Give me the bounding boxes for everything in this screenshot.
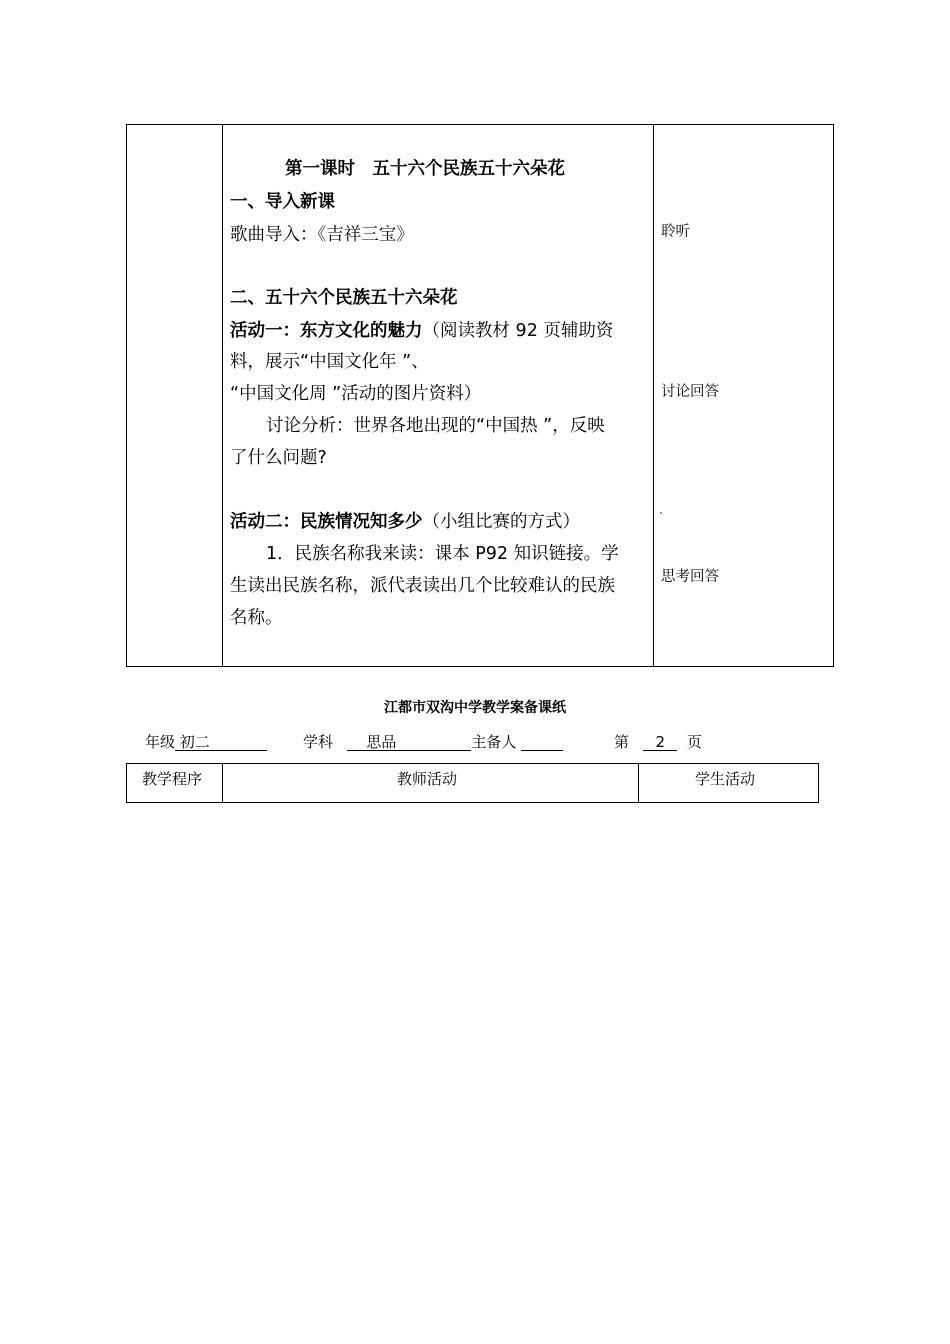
activity2-title: 活动二：民族情况知多少 — [230, 512, 423, 532]
column-divider — [638, 764, 639, 802]
page-field — [614, 731, 702, 752]
discussion-line2: 了什么问题? — [230, 448, 327, 468]
activity2-heading — [230, 511, 580, 533]
col-procedure: 教学程序 — [142, 770, 203, 788]
student-discuss-answer: 讨论回答 — [661, 384, 719, 400]
intro-text: 歌曲导入：《吉祥三宝》 — [230, 225, 414, 245]
column-divider — [222, 764, 223, 802]
subject-value — [347, 734, 471, 751]
subject-value-text: 思品 — [366, 733, 397, 751]
activity2-note: （小组比赛的方式） — [422, 512, 580, 532]
page-label-pre: 第 — [614, 733, 630, 751]
activity1-note: （阅读教材 92 页辅助资 — [422, 321, 614, 341]
page-number: 2 — [643, 734, 677, 751]
grade-label: 年级 — [145, 733, 176, 751]
col-teacher: 教师活动 — [397, 770, 458, 788]
item1-line1: 1．民族名称我来读：课本 P92 知识链接。学 — [266, 544, 619, 564]
preparer-value — [521, 734, 563, 751]
activity1-line3: “中国文化周 ”活动的图片资料） — [230, 384, 482, 404]
item1-line2: 生读出民族名称，派代表读出几个比较难认的民族 — [230, 576, 615, 596]
stray-mark — [660, 512, 662, 514]
section-heading-intro: 一、导入新课 — [230, 192, 335, 212]
activity1-line2: 料，展示“中国文化年 ”、 — [230, 352, 429, 372]
column-divider — [222, 125, 223, 666]
discussion-line1: 讨论分析：世界各地出现的“中国热 ”，反映 — [266, 416, 605, 436]
grade-field — [145, 731, 267, 752]
column-divider — [653, 125, 654, 666]
activity1-heading — [230, 320, 613, 342]
page-label-post: 页 — [686, 733, 702, 751]
grade-value — [175, 734, 267, 751]
section-heading-ethnic: 二、五十六个民族五十六朵花 — [230, 288, 458, 308]
col-student: 学生活动 — [695, 770, 756, 788]
subject-label: 学科 — [303, 733, 334, 751]
student-think-answer: 思考回答 — [661, 569, 719, 585]
header-table — [126, 763, 819, 803]
item1-line3: 名称。 — [230, 608, 283, 628]
preparer-label: 主备人 — [471, 733, 517, 751]
student-listen: 聆听 — [661, 224, 690, 240]
lesson-title: 第一课时 五十六个民族五十六朵花 — [285, 159, 565, 179]
activity1-title: 活动一：东方文化的魅力 — [230, 321, 423, 341]
subject-field — [303, 731, 563, 752]
school-title: 江都市双沟中学教学案备课纸 — [384, 700, 566, 716]
grade-value-text: 初二 — [179, 733, 210, 751]
